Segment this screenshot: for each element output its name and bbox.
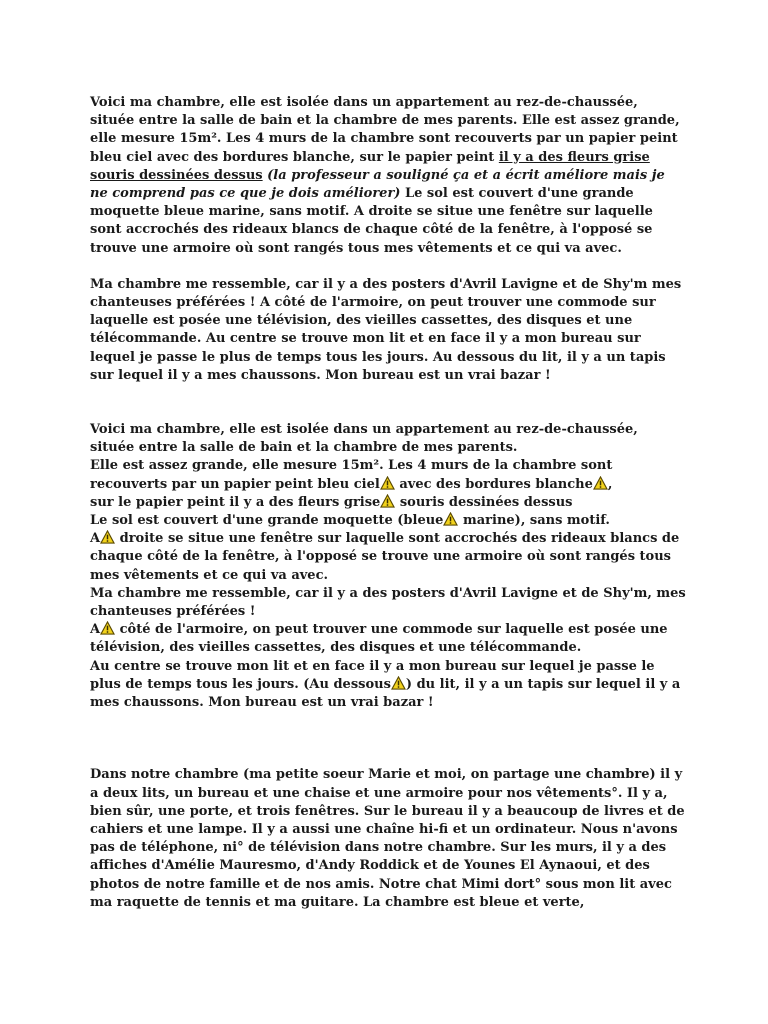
annotated-line-4: [90, 512, 686, 530]
text-span: Elle est assez grande, elle mesure 15m². Les 4 murs de la chambre sont recouverts par un papier peint bleu ciel: [90, 458, 613, 492]
text-span: sur le papier peint il y a des fleurs grise: [90, 494, 381, 510]
text-span: A: [90, 622, 101, 638]
paragraph-1: [90, 94, 686, 258]
annotated-line-3: [90, 494, 686, 512]
annotated-line-8: [90, 658, 686, 713]
warning-icon[interactable]: [443, 512, 458, 526]
warning-icon[interactable]: [100, 621, 115, 635]
text-span: droite se situe une fenêtre sur laquelle sont accrochés des rideaux blancs de chaque côté de la fenêtre, à l'opposé se trouve une armoire où sont rangés tous mes vêtements et ce qui va avec.: [90, 531, 680, 583]
teacher-comment: (la professeur a souligné ça et a écrit améliore mais je ne comprend pas ce que je dois améliorer): [90, 167, 665, 202]
annotated-line-5: [90, 530, 686, 585]
text-span: Voici ma chambre, elle est isolée dans un appartement au rez-de-chaussée, située entre la salle de bain et la chambre de mes parents. Elle est assez grande, elle mesure 15m². Les 4 murs de la chambre sont recouverts par un papier peint bleu ciel avec des bordures blanche, sur le papier peint: [90, 95, 680, 165]
text-span: souris dessinées dessus: [395, 494, 573, 510]
annotated-line-6: Ma chambre me ressemble, car il y a des posters d'Avril Lavigne et de Shy'm, mes chanteuses préférées !: [90, 585, 686, 620]
underlined-text: il y a des fleurs grise souris dessinées dessus: [90, 149, 650, 183]
text-span: ) du lit, il y a un tapis sur lequel il y a mes chaussons. Mon bureau est un vrai bazar !: [90, 676, 681, 711]
annotated-line-2: [90, 457, 686, 493]
paragraph-3: Dans notre chambre (ma petite soeur Marie et moi, on partage une chambre) il y a deux lits, un bureau et une chaise et une armoire pour nos vêtements°. Il y a, bien sûr, une porte, et trois fenêtres. Sur le bureau il y a beaucoup de livres et de cahiers et une lampe. Il y a aussi une chaîne hi-fi et un ordinateur. Nous n'avons pas de téléphone, ni° de télévision dans notre chambre. Sur les murs, il y a des affiches d'Amélie Mauresmo, d'Andy Roddick et de Younes El Aynaoui, et des photos de notre famille et de nos amis. Notre chat Mimi dort° sous mon lit avec ma raquette de tennis et ma guitare. La chambre est bleue et verte,: [90, 767, 685, 910]
document-page: [90, 94, 686, 912]
text-span: Le sol est couvert d'une grande moquette bleue marine, sans motif. A droite se situe une fenêtre sur laquelle sont accrochés des rideaux blancs de chaque côté de la fenêtre, à l'opposé se trouve une armoire où sont rangés tous mes vêtements et ce qui va avec.: [90, 186, 653, 256]
text-span: Au centre se trouve mon lit et en face il y a mon bureau sur lequel je passe le plus de temps tous les jours. (Au dessous: [90, 658, 655, 692]
text-span: Le sol est couvert d'une grande moquette (bleue: [90, 513, 444, 529]
warning-icon[interactable]: [380, 494, 395, 508]
warning-icon[interactable]: [380, 476, 395, 490]
warning-icon[interactable]: [593, 476, 608, 490]
text-span: marine), sans motif.: [458, 513, 610, 529]
text-span: ,: [607, 476, 613, 492]
annotated-line-1: Voici ma chambre, elle est isolée dans un appartement au rez-de-chaussée, située entre la salle de bain et la chambre de mes parents.: [90, 422, 638, 456]
text-span: côté de l'armoire, on peut trouver une commode sur laquelle est posée une télévision, des vieilles cassettes, des disques et une télécommande.: [90, 622, 668, 656]
warning-icon[interactable]: [391, 676, 406, 690]
annotated-line-7: [90, 621, 686, 657]
paragraph-2: Ma chambre me ressemble, car il y a des posters d'Avril Lavigne et de Shy'm mes chanteuses préférées ! A côté de l'armoire, on peut trouver une commode sur laquelle est posée une télévision, des vieilles cassettes, des disques et une télécommande. Au centre se trouve mon lit et en face il y a mon bureau sur lequel je passe le plus de temps tous les jours. Au dessous du lit, il y a un tapis sur lequel il y a mes chaussons. Mon bureau est un vrai bazar !: [90, 276, 682, 383]
warning-icon[interactable]: [100, 530, 115, 544]
text-span: A: [90, 531, 101, 547]
text-span: avec des bordures blanche: [394, 476, 593, 492]
